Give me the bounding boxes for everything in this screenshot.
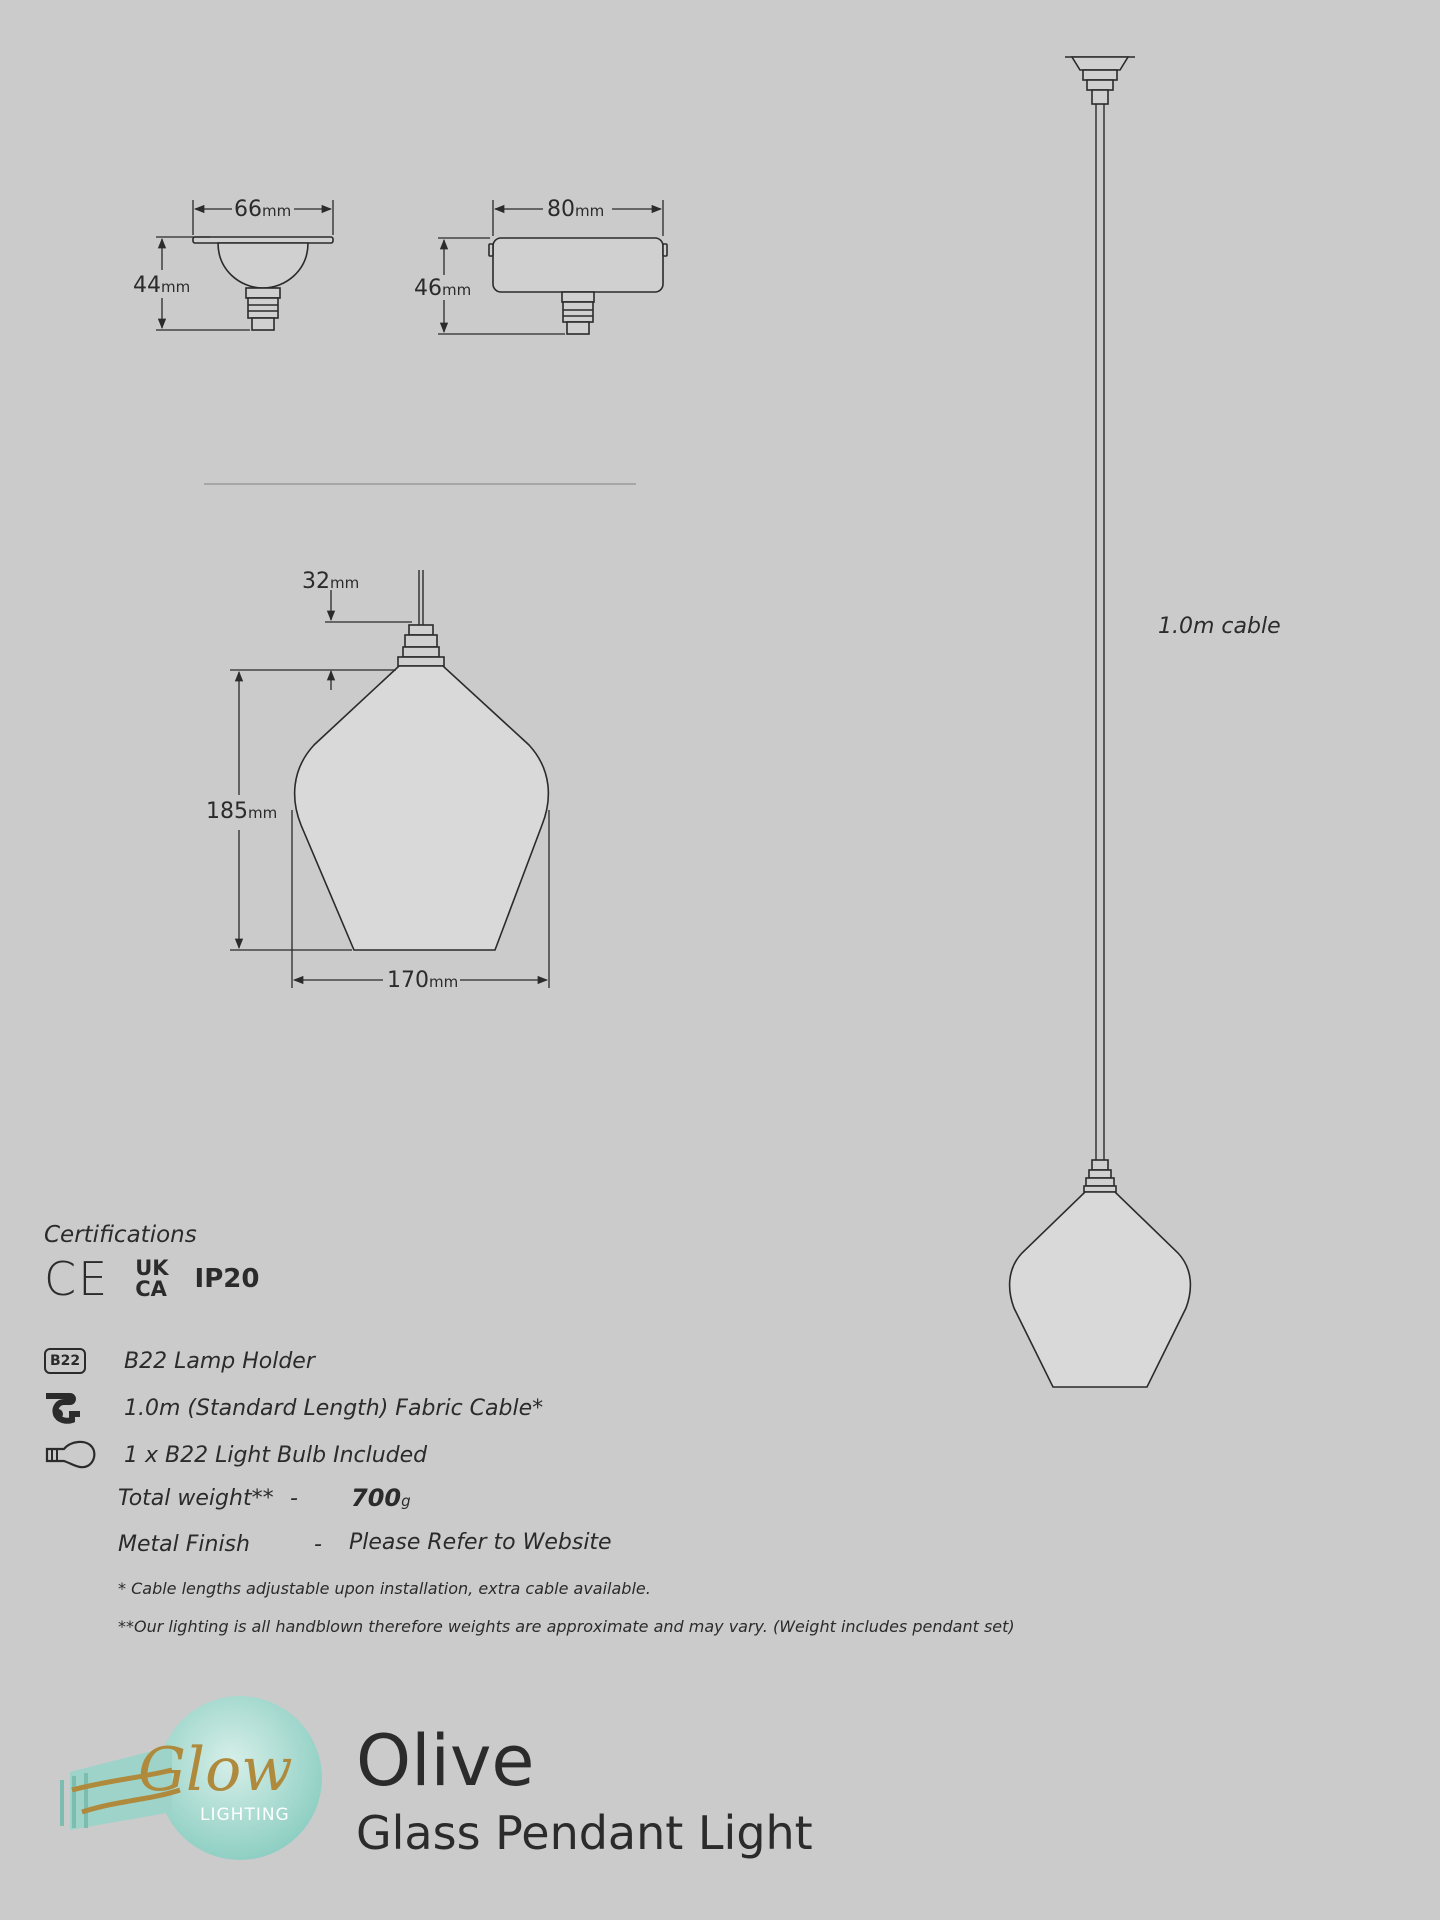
- weight-separator: -: [290, 1486, 298, 1511]
- large-rose-width-label: 80mm: [547, 197, 605, 222]
- finish-separator: -: [314, 1532, 322, 1557]
- finish-label: Metal Finish: [118, 1532, 250, 1557]
- ceiling-rose-large-drawing: [489, 238, 667, 334]
- large-rose-height-label: 46mm: [414, 276, 472, 301]
- weight-footnote: **Our lighting is all handblown therefore weights are approximate and may vary. (Weight includes pendant set): [118, 1617, 1015, 1636]
- weight-value: 700g: [351, 1484, 411, 1512]
- shade-cap-label: 32mm: [302, 569, 360, 594]
- spec-light-bulb: 1 x B22 Light Bulb Included: [44, 1435, 427, 1475]
- certifications-heading: Certifications: [44, 1222, 197, 1248]
- finish-value: Please Refer to Website: [349, 1530, 612, 1555]
- shade-drawing: [295, 570, 549, 950]
- glow-lighting-logo: [62, 1696, 322, 1860]
- light-bulb-icon: [44, 1435, 98, 1475]
- full-pendant-drawing: [1010, 57, 1191, 1387]
- ceiling-rose-small-drawing: [193, 237, 333, 330]
- shade-height-label: 185mm: [206, 799, 278, 824]
- ip-rating-badge: IP20: [194, 1264, 260, 1294]
- product-name: Olive: [356, 1720, 535, 1802]
- spec-fabric-cable: 1.0m (Standard Length) Fabric Cable*: [44, 1388, 543, 1428]
- ce-mark-icon: CE: [44, 1252, 110, 1306]
- b22-lamp-holder-icon: B22: [44, 1341, 98, 1381]
- cable-footnote: * Cable lengths adjustable upon installation, extra cable available.: [118, 1579, 651, 1598]
- cable-length-label: 1.0m cable: [1158, 614, 1281, 639]
- small-rose-height-label: 44mm: [133, 273, 191, 298]
- ukca-mark-icon: UK CA: [135, 1256, 169, 1301]
- logo-script-text: Glow: [138, 1735, 293, 1805]
- certification-marks: [44, 1252, 260, 1306]
- product-subtitle: Glass Pendant Light: [356, 1806, 813, 1860]
- shade-width-label: 170mm: [387, 968, 459, 993]
- fabric-cable-icon: [44, 1388, 98, 1428]
- logo-sub-text: LIGHTING: [200, 1805, 290, 1825]
- spec-lamp-holder: B22 B22 Lamp Holder: [44, 1341, 315, 1381]
- weight-label: Total weight**: [118, 1486, 274, 1511]
- small-rose-width-label: 66mm: [234, 197, 292, 222]
